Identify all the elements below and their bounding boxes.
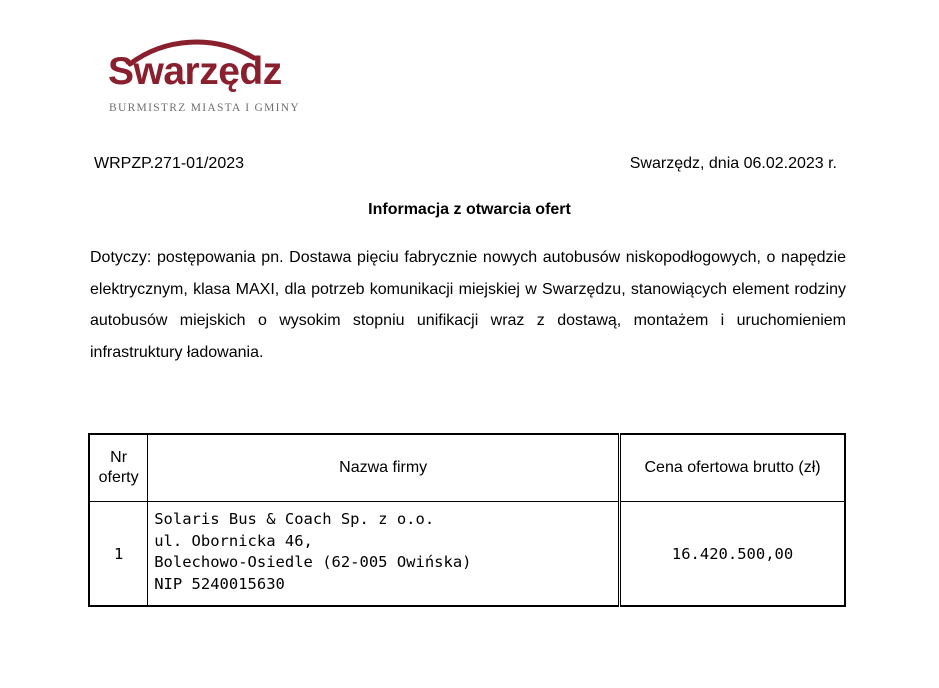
header-nr (89, 434, 148, 502)
offer-price: 16.420.500,00 (620, 502, 845, 607)
document-title: Informacja z otwarcia ofert (368, 201, 571, 218)
header-price: Cena ofertowa brutto (zł) (620, 434, 845, 502)
company-street: ul. Obornicka 46, (154, 531, 313, 550)
header-company-name: Nazwa firmy (148, 434, 620, 502)
company-city: Bolechowo-Osiedle (62-005 Owińska) (154, 553, 472, 571)
header-nr-line2: oferty (98, 469, 139, 486)
table-header-row (89, 434, 845, 502)
document-subject: Dotyczy: postępowania pn. Dostawa pięciu fabrycznie nowych autobusów niskopodłogowych, o napędzie elektrycznym, klasa MAXI, dla potrzeb komunikacji miejskiej w Swarzędzu, stanowiących element rodziny autobusów miejskich o wysokim stopniu unifikacji wraz z dostawą, montażem i uruchomieniem infrastruktury ładowania. (90, 249, 846, 361)
offers-table (88, 433, 846, 607)
offer-company (148, 502, 620, 607)
document-date: Swarzędz, dnia 06.02.2023 r. (629, 155, 837, 172)
company-name: Solaris Bus & Coach Sp. z o.o. (154, 510, 435, 528)
header-nr-line1: Nr (110, 449, 128, 466)
company-nip: NIP 5240015630 (154, 574, 285, 593)
document-reference: WRPZP.271-01/2023 (94, 155, 245, 172)
offer-number: 1 (89, 502, 148, 607)
swarzedz-logo (104, 36, 314, 118)
logo-subtitle: BURMISTRZ MIASTA I GMINY (109, 102, 300, 114)
logo-name: Swarzędz (108, 50, 282, 93)
table-row (89, 502, 845, 607)
